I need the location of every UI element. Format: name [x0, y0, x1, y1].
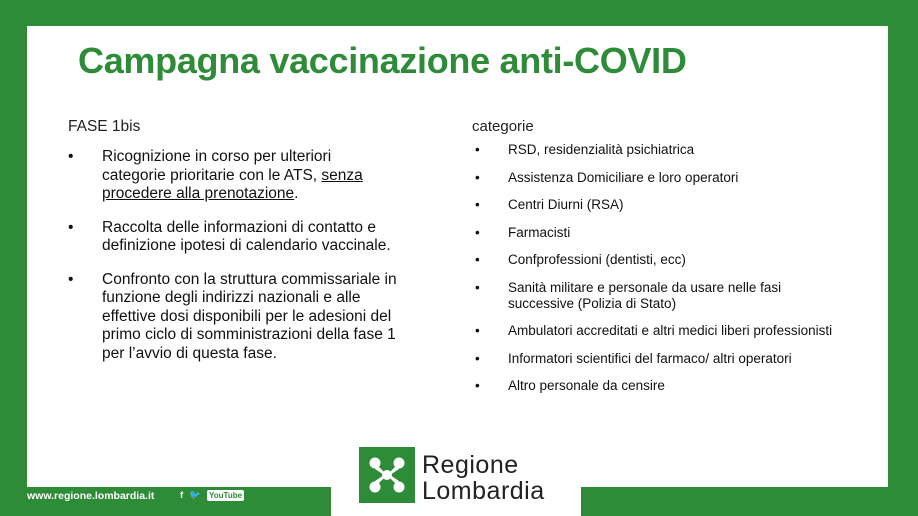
list-item [68, 271, 398, 364]
right-column [472, 118, 842, 406]
bullet-icon: • [475, 378, 480, 393]
list-item [472, 323, 842, 339]
list-item-text: Sanità militare e personale da usare nelle fasi successive (Polizia di Stato) [508, 279, 782, 311]
list-item [472, 197, 842, 213]
list-item-text: Confprofessioni (dentisti, ecc) [508, 252, 686, 267]
social-links [180, 490, 244, 501]
youtube-icon[interactable]: YouTube [209, 491, 243, 500]
list-item-text: Altro personale da censire [508, 378, 665, 393]
list-item-text: Farmacisti [508, 224, 571, 240]
bullet-icon: • [475, 323, 480, 338]
bullet-icon: • [68, 218, 74, 236]
list-item-text: RSD, residenzialità psichiatrica [508, 142, 695, 157]
categories-list [472, 142, 842, 394]
list-item [472, 225, 842, 241]
slide-title: Campagna vaccinazione anti-COVID [78, 40, 687, 81]
list-item [472, 378, 842, 394]
logo-line-1: Regione [422, 451, 519, 479]
bullet-icon: • [68, 270, 74, 288]
facebook-icon[interactable]: f [180, 490, 184, 501]
list-item-text: Centri Diurni (RSA) [508, 197, 624, 212]
categories-heading: categorie [472, 118, 534, 135]
regione-lombardia-logo-icon [359, 447, 415, 503]
list-item [472, 280, 842, 312]
list-item-text: Ricognizione in corso per ulteriori categorie prioritarie con le ATS, [102, 148, 332, 184]
list-item-text-end: . [294, 185, 299, 202]
list-item-text: Raccolta delle informazioni di contatto e definizione ipotesi di calendario vaccinale. [102, 218, 391, 254]
underlined-text: senza procedere alla prenotazione [102, 166, 363, 202]
list-item [472, 351, 842, 367]
phase-bullet-list [68, 148, 398, 363]
bullet-icon: • [475, 142, 480, 157]
list-item [68, 219, 398, 256]
list-item-text: Ambulatori accreditati e altri medici liberi professionisti [508, 323, 833, 338]
left-column [68, 118, 398, 378]
bullet-icon: • [475, 350, 480, 366]
bullet-icon: • [475, 279, 480, 295]
bullet-icon: • [475, 169, 480, 185]
logo-wordmark [422, 452, 545, 504]
bullet-icon: • [475, 224, 480, 240]
bullet-icon: • [475, 197, 480, 212]
bullet-icon: • [475, 252, 480, 267]
list-item [472, 142, 842, 158]
list-item-text: Assistenza Domiciliare e loro operatori [508, 169, 739, 185]
logo-line-2: Lombardia [422, 477, 545, 505]
list-item [68, 148, 398, 204]
website-link[interactable]: www.regione.lombardia.it [27, 490, 155, 502]
list-item [472, 170, 842, 186]
twitter-icon[interactable]: 🐦 [189, 490, 202, 501]
phase-heading: FASE 1bis [68, 118, 141, 135]
list-item [472, 252, 842, 268]
list-item-text: Informatori scientifici del farmaco/ altri operatori [508, 350, 792, 366]
list-item-text: Confronto con la struttura commissariale in funzione degli indirizzi nazionali e alle effettive dosi disponibili per le adesioni del primo ciclo di somministrazioni della fase 1 per l’avvio di questa fase. [102, 270, 397, 362]
bullet-icon: • [68, 148, 74, 165]
